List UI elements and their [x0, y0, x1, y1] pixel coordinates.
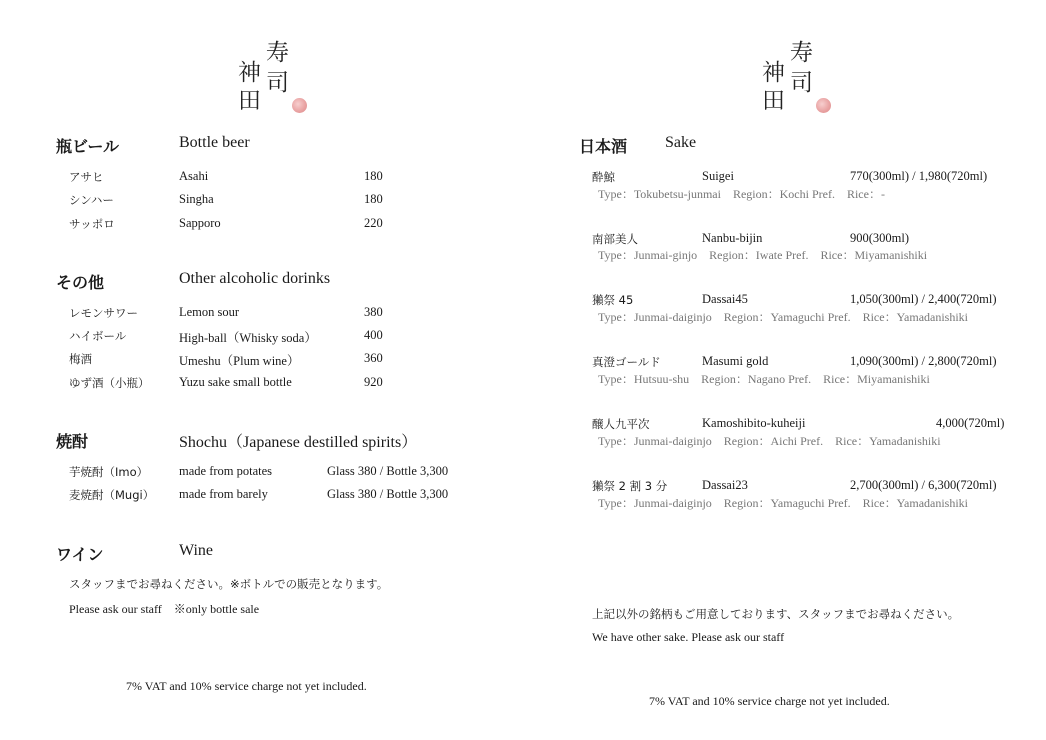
- sake-price: 2,700(300ml) / 6,300(720ml): [850, 478, 997, 492]
- sake-name-jp: 南部美人: [592, 232, 638, 246]
- sake-name-jp: 獺祭 2 割 3 分: [592, 479, 668, 493]
- item-en: Umeshu（Plum wine）: [179, 354, 300, 368]
- item-en: High-ball（Whisky soda）: [179, 331, 317, 345]
- section-title-en: Wine: [179, 542, 214, 559]
- item-price: 360: [364, 351, 383, 365]
- section-title-jp: 焼酎: [56, 432, 89, 451]
- section-title-en: Sake: [665, 134, 697, 151]
- logo-char: 田: [762, 88, 785, 114]
- sake-name-en: Masumi gold: [702, 354, 769, 368]
- sake-detail: Type：Junmai-daiginjo Region：Yamaguchi Pref. Rice：Yamadanishiki: [598, 496, 969, 510]
- wine-note-jp: スタッフまでお尋ねください。※ボトルでの販売となります。: [69, 577, 389, 591]
- item-price: 220: [364, 216, 383, 230]
- seal-stamp: [292, 98, 307, 113]
- section-title-jp: ワイン: [56, 545, 104, 564]
- sake-price: 900(300ml): [850, 231, 910, 245]
- logo-char: 寿: [266, 40, 289, 66]
- item-jp: ハイボール: [69, 329, 127, 343]
- sake-price: 1,090(300ml) / 2,800(720ml): [850, 354, 997, 368]
- section-title-jp: その他: [56, 273, 105, 292]
- sake-name-jp: 酔鯨: [592, 170, 615, 184]
- item-en: Singha: [179, 192, 214, 206]
- item-en: Lemon sour: [179, 305, 240, 319]
- logo-right: [760, 42, 836, 118]
- section-title-en: Bottle beer: [179, 134, 250, 151]
- sake-detail: Type：Junmai-daiginjo Region：Yamaguchi Pref. Rice：Yamadanishiki: [598, 310, 969, 324]
- item-en: made from potates: [179, 464, 273, 478]
- logo-char: 神: [238, 60, 261, 86]
- sake-name-en: Suigei: [702, 169, 734, 183]
- footer-note: 7% VAT and 10% service charge not yet included.: [649, 694, 890, 708]
- sake-name-en: Kamoshibito-kuheiji: [702, 416, 806, 430]
- item-en: made from barely: [179, 487, 268, 501]
- logo-char: 司: [790, 70, 813, 96]
- sake-name-en: Nanbu-bijin: [702, 231, 763, 245]
- sake-price: 770(300ml) / 1,980(720ml): [850, 169, 988, 183]
- wine-note-en: Please ask our staff ※only bottle sale: [69, 602, 260, 616]
- sake-name-jp: 獺祭 45: [592, 293, 634, 307]
- item-price: 180: [364, 192, 383, 206]
- sake-detail: Type：Junmai-ginjo Region：Iwate Pref. Rice：Miyamanishiki: [598, 248, 928, 262]
- item-jp: ゆず酒（小瓶）: [69, 376, 150, 390]
- sake-note-en: We have other sake. Please ask our staff: [592, 630, 785, 644]
- item-jp: シンハー: [69, 193, 114, 207]
- item-en: Sapporo: [179, 216, 221, 230]
- item-price: 920: [364, 375, 383, 389]
- logo-char: 田: [238, 88, 261, 114]
- sake-note-jp: 上記以外の銘柄もご用意しております、スタッフまでお尋ねください。: [592, 607, 960, 621]
- item-price: 180: [364, 169, 383, 183]
- logo-char: 司: [266, 70, 289, 96]
- item-jp: 梅酒: [69, 352, 92, 366]
- sake-detail: Type：Junmai-daiginjo Region：Aichi Pref. Rice：Yamadanishiki: [598, 434, 941, 448]
- logo-left: [236, 42, 312, 118]
- sake-name-en: Dassai23: [702, 478, 748, 492]
- seal-stamp: [816, 98, 831, 113]
- item-price: 400: [364, 328, 383, 342]
- section-title-en: Other alcoholic dorinks: [179, 270, 331, 287]
- item-price: Glass 380 / Bottle 3,300: [327, 487, 449, 501]
- section-title-en: Shochu（Japanese destilled spirits）: [179, 434, 418, 451]
- item-jp: サッポロ: [69, 217, 115, 231]
- sake-name-en: Dassai45: [702, 292, 748, 306]
- item-en: Asahi: [179, 169, 209, 183]
- item-jp: 麦焼酎（Mugi）: [69, 488, 155, 502]
- item-jp: レモンサワー: [69, 306, 138, 320]
- sake-price: 4,000(720ml): [936, 416, 1005, 430]
- footer-note: 7% VAT and 10% service charge not yet included.: [126, 679, 367, 693]
- sake-name-jp: 真澄ゴールド: [592, 355, 661, 369]
- item-jp: アサヒ: [69, 170, 104, 184]
- section-title-jp: 瓶ビール: [56, 137, 120, 156]
- sake-detail: Type：Hutsuu-shu Region：Nagano Pref. Rice：Miyamanishiki: [598, 372, 930, 386]
- logo-char: 神: [762, 60, 785, 86]
- sake-price: 1,050(300ml) / 2,400(720ml): [850, 292, 997, 306]
- sake-name-jp: 醸人九平次: [592, 417, 650, 431]
- sake-detail: Type：Tokubetsu-junmai Region：Kochi Pref. Rice：-: [598, 187, 885, 201]
- logo-char: 寿: [790, 40, 813, 66]
- item-jp: 芋焼酎（Imo）: [69, 465, 149, 479]
- item-price: 380: [364, 305, 383, 319]
- section-title-jp: 日本酒: [579, 137, 628, 156]
- item-price: Glass 380 / Bottle 3,300: [327, 464, 449, 478]
- item-en: Yuzu sake small bottle: [179, 375, 292, 389]
